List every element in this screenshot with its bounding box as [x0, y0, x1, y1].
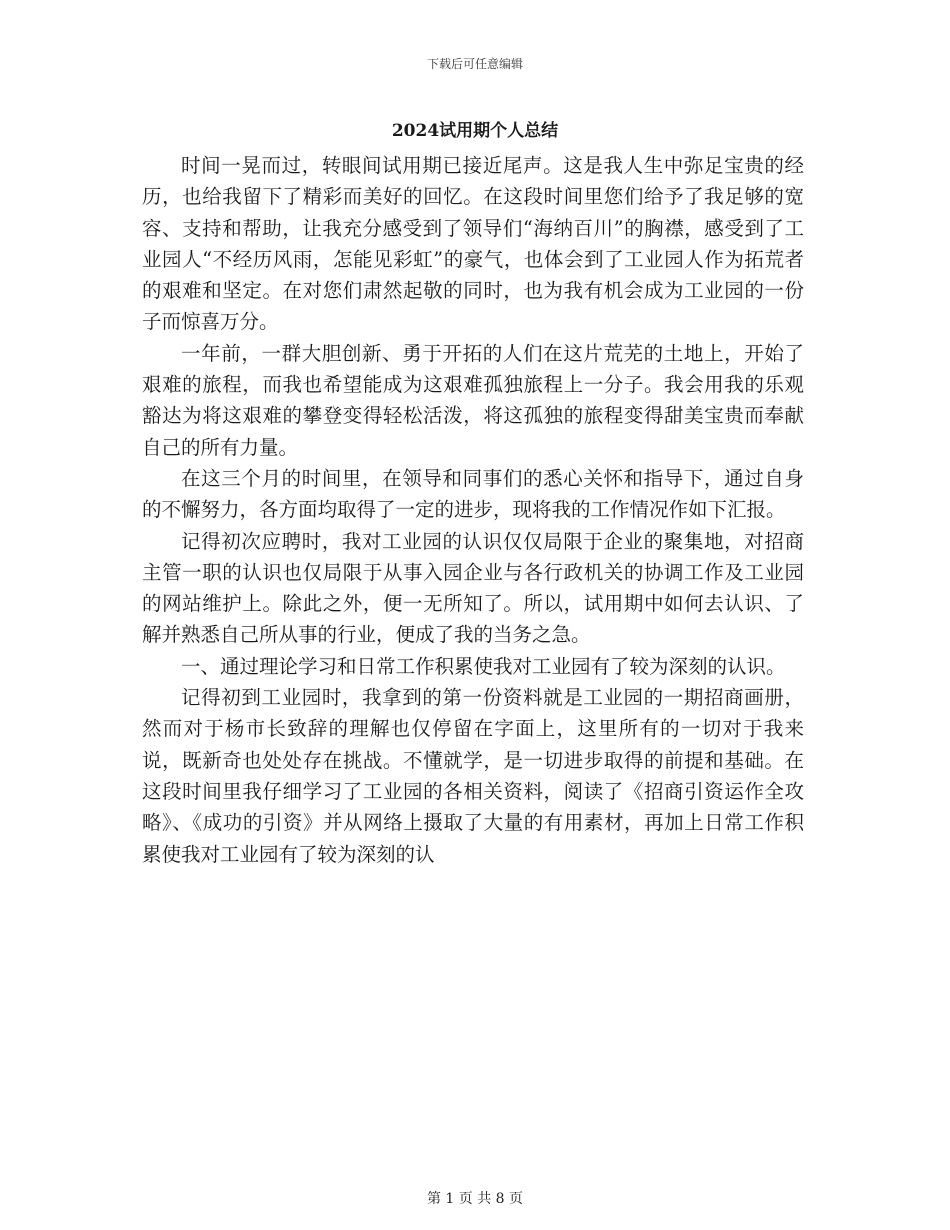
paragraph: 一年前，一群大胆创新、勇于开拓的人们在这片荒芜的土地上，开始了艰难的旅程，而我也希望能成为这艰难孤独旅程上一分子。我会用我的乐观豁达为将这艰难的攀登变得轻松活泼，将这孤独的旅程变得甜美宝贵而奉献自己的所有力量。	[142, 341, 804, 459]
section-heading: 一、通过理论学习和日常工作积累使我对工业园有了较为深刻的认识。	[181, 654, 786, 678]
paragraph: 记得初次应聘时，我对工业园的认识仅仅局限于企业的聚集地，对招商主管一职的认识也仅局限于从事入园企业与各行政机关的协调工作及工业园的网站维护上。除此之外，便一无所知了。所以，试用期中如何去认识、了解并熟悉自己所从事的行业，便成了我的当务之急。	[142, 529, 804, 647]
page-footer: 第 1 页 共 8 页	[426, 1191, 524, 1207]
paragraph: 记得初到工业园时，我拿到的第一份资料就是工业园的一期招商画册，然而对于杨市长致辞的理解也仅停留在字面上，这里所有的一切对于我来说，既新奇也处处存在挑战。不懂就学，是一切进步取得的前提和基础。在这段时间里我仔细学习了工业园的各相关资料，阅读了《招商引资运作全攻略》、《成功的引资》并从网络上摄取了大量的有用素材，再加上日常工作积累使我对工业园有了较为深刻的认	[142, 686, 804, 866]
page-header: 下载后可任意编辑	[426, 57, 523, 71]
document-title: 2024试用期个人总结	[391, 121, 559, 141]
document-body	[142, 150, 804, 870]
paragraph: 在这三个月的时间里，在领导和同事们的悉心关怀和指导下，通过自身的不懈努力，各方面均取得了一定的进步，现将我的工作情况作如下汇报。	[142, 466, 804, 522]
paragraph: 时间一晃而过，转眼间试用期已接近尾声。这是我人生中弥足宝贵的经历，也给我留下了精彩而美好的回忆。在这段时间里您们给予了我足够的宽容、支持和帮助，让我充分感受到了领导们“海纳百川”的胸襟，感受到了工业园人“不经历风雨，怎能见彩虹”的豪气，也体会到了工业园人作为拓荒者的艰难和坚定。在对您们肃然起敬的同时，也为我有机会成为工业园的一份子而惊喜万分。	[142, 154, 804, 334]
